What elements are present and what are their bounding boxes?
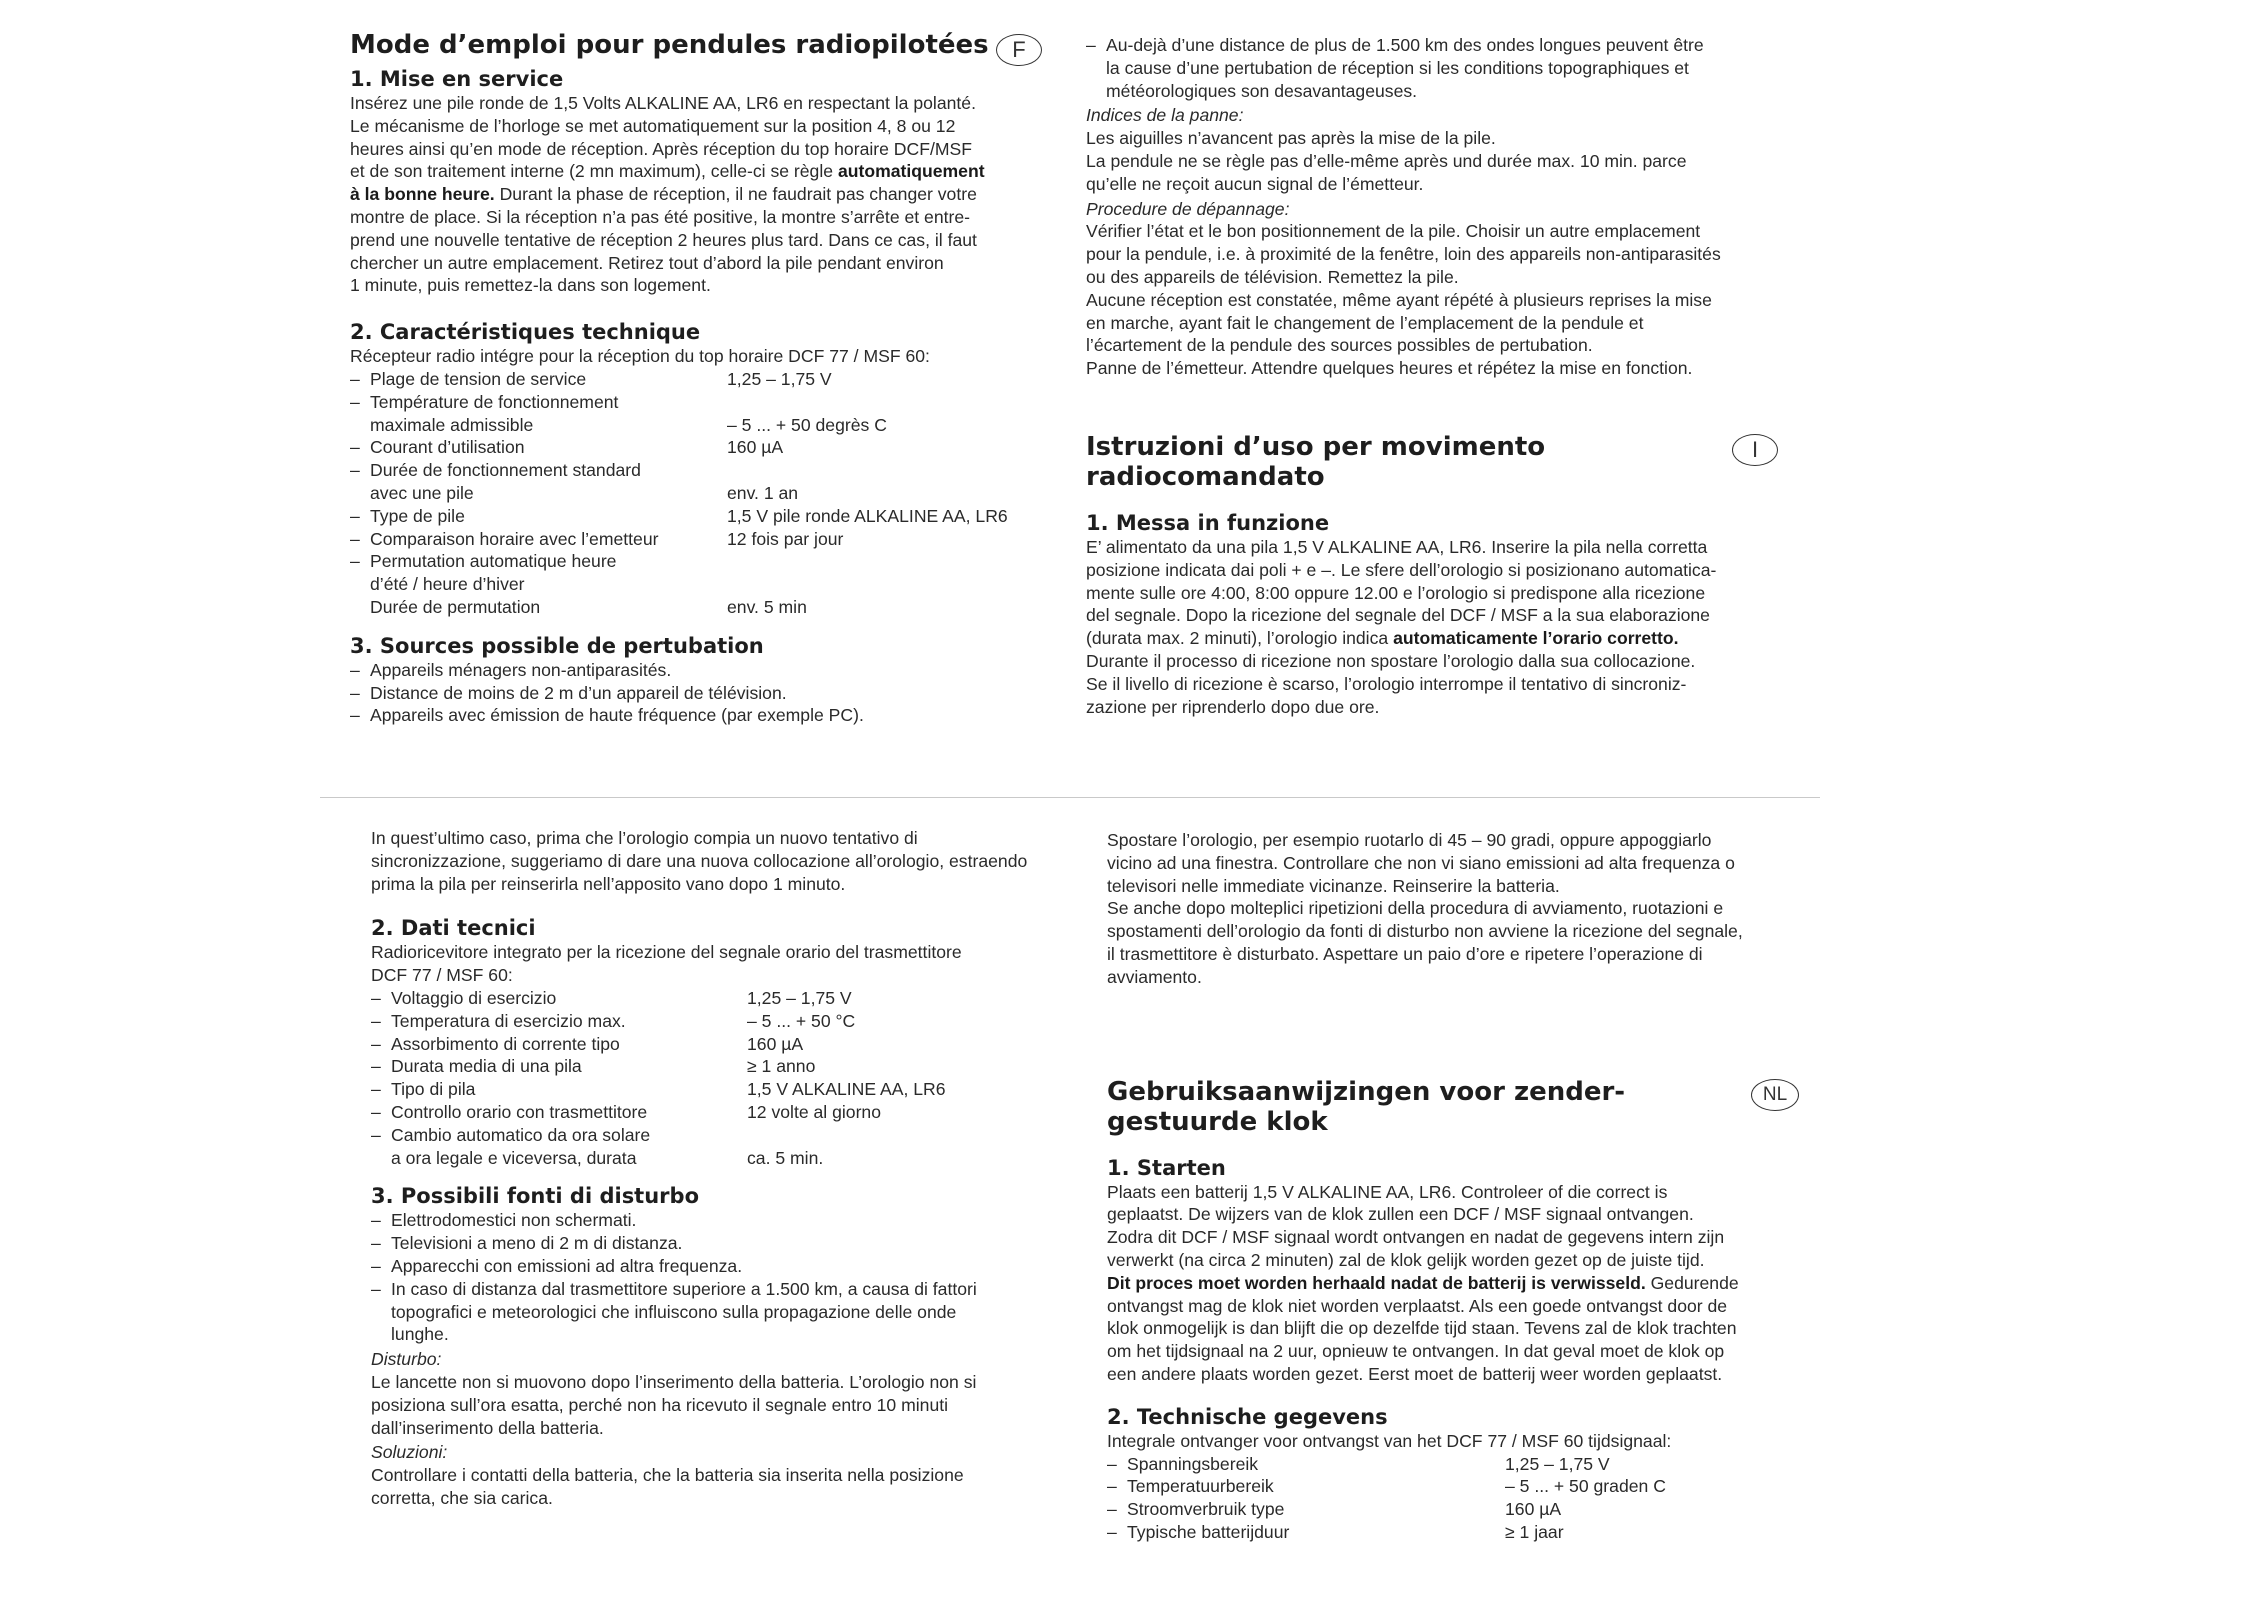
spec-label: Durée de permutation	[370, 596, 541, 617]
spec-value: 1,25 – 1,75 V	[1505, 1453, 1610, 1474]
french-section-1-text: Insérez une pile ronde de 1,5 Volts ALKALINE AA, LR6 en respectant la polanté. Le mécanisme de l’horloge se met automatiquement sur la position 4, 8 ou 12 heures ainsi qu’en mode de réception. Après réception du top horaire DCF/MSF et de son traitement interne (2 mn maximum), celle-ci se règle automatiquement à la bonne heure. Durant la phase de réception, il ne faudrait pas changer votre montre de place. Si la réception n’a pas été positive, la montre s’arrête et entre- prend une nouvelle tentative de réception 2 heures plus tard. Dans ce cas, il faut chercher un autre emplacement. Retirez tout d’abord la pile pendant environ 1 minute, puis remettez-la dans son logement.	[350, 93, 985, 296]
french-spec-row	[350, 528, 1040, 551]
french-spec-row	[350, 505, 1040, 528]
french-procedure-text: Vérifier l’état et le bon positionnement de la pile. Choisir un autre emplacement pour la pendule, i.e. à proximité de la fenêtre, loin des appareils non-antiparasités ou des appareils de télévision. Remettez la pile. Aucune réception est constatée, même ayant répété à plusieurs reprises la mise en marche, ayant fait le changement de l’emplacement de la pendule et l’écartement de la pendule des sources possibles de pertubation. Panne de l’émetteur. Attendre quelques heures et répétez la mise en fonction.	[1086, 221, 1721, 379]
spec-value: ≥ 1 anno	[747, 1056, 816, 1077]
spec-value: 160 µA	[727, 437, 784, 458]
french-section-3-title: 3. Sources possible de pertubation	[350, 633, 764, 658]
spec-label: Voltaggio di esercizio	[391, 987, 557, 1008]
spec-value: 12 fois par jour	[727, 528, 844, 549]
italian-spec-row	[371, 1033, 1061, 1056]
spec-dash: –	[350, 460, 360, 481]
spec-label: Temperatuurbereik	[1127, 1476, 1274, 1497]
spec-dash: –	[371, 1033, 381, 1054]
dutch-section-2-title: 2. Technische gegevens	[1107, 1404, 1388, 1429]
italian-solutions-continued: Spostare l’orologio, per esempio ruotarlo di 45 – 90 gradi, oppure appoggiarlo vicino ad una finestra. Controllare che non vi siano emissioni ad alta frequenza o televisori nelle immediate vicinanze. Reinserire la batteria. Se anche dopo molteplici ripetizioni della procedura di avviamento, ruotazioni e spostamenti dell’orologio da fonti di disturbo non avviene la ricezione del segnale, il trasmettitore è disturbato. Aspettare un paio d’ore e ripetere l’operazione di avviamento.	[1107, 830, 1743, 987]
spec-label: Température de fonctionnement	[370, 391, 619, 412]
spec-dash: –	[350, 368, 360, 389]
dutch-spec-row	[1107, 1475, 1797, 1498]
italian-disturbance-list	[371, 1209, 1061, 1277]
spec-dash	[350, 482, 370, 505]
italian-column	[371, 827, 1061, 1510]
spec-value	[727, 573, 1040, 596]
spec-label: Temperatura di esercizio max.	[391, 1010, 626, 1031]
dutch-section-1-text: Plaats een batterij 1,5 V ALKALINE AA, LR6. Controleer of die correct is geplaatst. De wijzers van de klok zullen een DCF / MSF signaal ontvangen. Zodra dit DCF / MSF signaal wordt ontvangen en nadat de gegevens intern zijn verwerkt (na circa 2 minuten) zal de klok gelijk worden gezet op de juiste tijd. Dit proces moet worden herhaald nadat de batterij is verwisseld. Gedurende ontvangst mag de klok niet worden verplaatst. Als een goede ontvangst door de klok onmogelijk is dan blijft die op dezelfde tijd staan. Tevens zal de klok trachten om het tijdsignaal na 2 uur, opnieuw te ontvangen. In dat geval moet de klok op een andere plaats worden gezet. Eerst moet de batterij weer worden geplaatst.	[1107, 1181, 1739, 1384]
italian-fault-text: Le lancette non si muovono dopo l’inserimento della batteria. L’orologio non si posiziona sull’ora esatta, perché non ha ricevuto il segnale entro 10 minuti dall’inserimento della batteria.	[371, 1371, 977, 1438]
spec-label: Comparaison horaire avec l’emetteur	[370, 528, 659, 549]
french-italian-column	[1086, 34, 1776, 718]
italian-section-2-title: 2. Dati tecnici	[371, 916, 536, 941]
spec-value: – 5 ... + 50 degrès C	[727, 414, 887, 435]
spec-dash: –	[371, 1101, 381, 1122]
french-bullet-item: – Distance de moins de 2 m d’un appareil de télévision.	[350, 682, 1040, 705]
spec-dash: –	[371, 1079, 381, 1100]
spec-dash: –	[1107, 1521, 1117, 1542]
spec-label: Courant d’utilisation	[370, 437, 525, 458]
spec-dash: –	[371, 1056, 381, 1077]
spec-label: Type de pile	[370, 505, 465, 526]
spec-dash: –	[371, 987, 381, 1008]
french-spec-row	[350, 368, 1040, 391]
italian-spec-row	[371, 1055, 1061, 1078]
french-spec-row	[350, 414, 1040, 437]
spec-label: Cambio automatico da ora solare	[391, 1124, 651, 1145]
spec-value	[727, 550, 1040, 573]
spec-dash: –	[350, 437, 360, 458]
italian-spec-row	[371, 987, 1061, 1010]
spec-dash	[350, 414, 370, 437]
bullet-text: Appareils avec émission de haute fréquence (par exemple PC).	[370, 705, 864, 726]
french-procedure-heading: Procedure de dépannage:	[1086, 198, 1290, 219]
french-spec-row	[350, 391, 1040, 414]
french-spec-row	[350, 550, 1040, 573]
bullet-text: Apparecchi con emissioni ad altra frequenza.	[391, 1255, 743, 1276]
dutch-section-1-title: 1. Starten	[1107, 1155, 1226, 1180]
bullet-text: Distance de moins de 2 m d’un appareil de télévision.	[370, 682, 787, 703]
spec-dash: –	[1107, 1453, 1117, 1474]
italian-distance-bullet: – In caso di distanza dal trasmettitore superiore a 1.500 km, a causa di fattori topografici e meteorologici che influiscono sulla propagazione delle onde lunghe.	[371, 1278, 977, 1345]
french-symptoms-heading: Indices de la panne:	[1086, 105, 1244, 126]
french-spec-row	[350, 482, 1040, 505]
italian-title: Istruzioni d’uso per movimento radiocomandato I	[1086, 432, 1776, 492]
french-bullet-item: – Appareils ménagers non-antiparasités.	[350, 659, 1040, 682]
french-column	[350, 30, 1040, 727]
french-section-1-title: 1. Mise en service	[350, 67, 564, 91]
spec-value: 1,25 – 1,75 V	[727, 368, 832, 389]
french-section-2-title: 2. Caractéristiques technique	[350, 320, 701, 345]
dutch-spec-row	[1107, 1521, 1797, 1544]
spec-value: env. 1 an	[727, 482, 799, 503]
spec-label: maximale admissible	[370, 414, 534, 435]
spec-dash: –	[371, 1010, 381, 1031]
french-spec-intro: Récepteur radio intégre pour la réception du top horaire DCF 77 / MSF 60:	[350, 346, 930, 367]
spec-label: d’été / heure d’hiver	[370, 574, 525, 595]
spec-label: Controllo orario con trasmettitore	[391, 1101, 648, 1122]
spec-label: Durata media di una pila	[391, 1056, 582, 1077]
spec-dash: –	[350, 505, 360, 526]
italian-spec-list	[371, 987, 1061, 1169]
page-divider	[320, 797, 1820, 798]
spec-dash: –	[350, 528, 360, 549]
spec-value: 1,25 – 1,75 V	[747, 987, 852, 1008]
french-spec-row	[350, 596, 1040, 619]
italian-solutions-text: Controllare i contatti della batteria, che la batteria sia inserita nella posizione corretta, che sia carica.	[371, 1465, 964, 1508]
italian-section-3-title: 3. Possibili fonti di disturbo	[371, 1184, 699, 1209]
french-bullet-item: – Appareils avec émission de haute fréquence (par exemple PC).	[350, 704, 1040, 727]
spec-label: Stroomverbruik type	[1127, 1499, 1285, 1520]
french-language-badge: F	[996, 34, 1042, 66]
french-symptoms-text: Les aiguilles n’avancent pas après la mise de la pile. La pendule ne se règle pas d’elle-même après und durée max. 10 min. parce qu’elle ne reçoit aucun signal de l’émetteur.	[1086, 128, 1687, 194]
spec-value: 1,5 V pile ronde ALKALINE AA, LR6	[727, 505, 1008, 526]
spec-label: Tipo di pila	[391, 1079, 476, 1100]
spec-value	[727, 459, 1040, 482]
spec-label: Plage de tension de service	[370, 368, 587, 389]
spec-value: – 5 ... + 50 graden C	[1505, 1476, 1666, 1497]
dutch-spec-intro: Integrale ontvanger voor ontvangst van het DCF 77 / MSF 60 tijdsignaal:	[1107, 1430, 1672, 1451]
spec-dash	[350, 573, 370, 596]
italian-fault-heading: Disturbo:	[371, 1349, 442, 1370]
spec-label: Durée de fonctionnement standard	[370, 460, 641, 481]
spec-dash: –	[371, 1124, 381, 1145]
dutch-language-badge: NL	[1751, 1079, 1799, 1111]
dutch-title: Gebruiksaanwijzingen voor zender- gestuurde klok NL	[1107, 1077, 1797, 1137]
italian-bullet-item: – Elettrodomestici non schermati.	[371, 1209, 1061, 1232]
spec-value	[727, 391, 1040, 414]
spec-value: ≥ 1 jaar	[1505, 1521, 1564, 1542]
spec-value: ca. 5 min.	[747, 1147, 824, 1168]
spec-label: a ora legale e viceversa, durata	[391, 1147, 637, 1168]
bullet-text: Elettrodomestici non schermati.	[391, 1210, 637, 1231]
spec-label: Spanningsbereik	[1127, 1453, 1259, 1474]
spec-value	[747, 1124, 1061, 1147]
spec-value: 160 µA	[747, 1033, 804, 1054]
spec-value: 160 µA	[1505, 1499, 1562, 1520]
italian-solutions-heading: Soluzioni:	[371, 1442, 448, 1463]
spec-dash: –	[1107, 1499, 1117, 1520]
french-disturbance-list	[350, 659, 1040, 727]
bullet-text: Appareils ménagers non-antiparasités.	[370, 659, 672, 680]
french-distance-bullet: – Au-dejà d’une distance de plus de 1.500 km des ondes longues peuvent être la cause d’une pertubation de réception si les conditions topographiques et météorologiques son desavantageuses.	[1086, 35, 1704, 101]
italian-section-1-text: E’ alimentato da una pila 1,5 V ALKALINE AA, LR6. Inserire la pila nella corretta posizione indicata dai poli + e –. Le sfere dell’orologio si posizionano automatica- mente sulle ore 4:00, 8:00 oppure 12.00 e l’orologio si predispone alla ricezione del segnale. Dopo la ricezione del segnale del DCF / MSF a la sua elaborazione (durata max. 2 minuti), l’orologio indica automaticamente l’orario corretto. Durante il processo di ricezione non spostare l’orologio dalla sua collocazione. Se il livello di ricezione è scarso, l’orologio interrompe il tentativo di sincroniz- zazione per riprenderlo dopo due ore.	[1086, 536, 1717, 717]
spec-label: Assorbimento di corrente tipo	[391, 1033, 620, 1054]
french-spec-row	[350, 573, 1040, 596]
spec-value: 1,5 V ALKALINE AA, LR6	[747, 1079, 946, 1100]
spec-dash	[371, 1147, 391, 1170]
italian-bullet-item: – Televisioni a meno di 2 m di distanza.	[371, 1232, 1061, 1255]
italian-continued-text: In quest’ultimo caso, prima che l’orologio compia un nuovo tentativo di sincronizzazione, suggeriamo di dare una nuova collocazione all’orologio, estraendo prima la pila per reinserirla nell’apposito vano dopo 1 minuto.	[371, 828, 1028, 894]
spec-label: avec une pile	[370, 482, 474, 503]
spec-label: Permutation automatique heure	[370, 551, 617, 572]
dutch-spec-row	[1107, 1453, 1797, 1476]
italian-spec-row	[371, 1010, 1061, 1033]
italian-bullet-item: – Apparecchi con emissioni ad altra frequenza.	[371, 1255, 1061, 1278]
italian-spec-row	[371, 1101, 1061, 1124]
spec-dash: –	[350, 391, 360, 412]
french-title: Mode d’emploi pour pendules radiopilotées F	[350, 30, 1040, 60]
bullet-text: Televisioni a meno di 2 m di distanza.	[391, 1233, 683, 1254]
french-spec-row	[350, 459, 1040, 482]
spec-dash: –	[350, 551, 360, 572]
spec-dash	[350, 596, 370, 619]
french-spec-list	[350, 368, 1040, 619]
italian-section-1-title: 1. Messa in funzione	[1086, 510, 1330, 535]
italian-spec-row	[371, 1124, 1061, 1147]
italian-dutch-column	[1107, 829, 1797, 1544]
spec-dash: –	[1107, 1476, 1117, 1497]
spec-label: Typische batterijduur	[1127, 1521, 1290, 1542]
dutch-spec-row	[1107, 1498, 1797, 1521]
french-spec-row	[350, 436, 1040, 459]
spec-value: 12 volte al giorno	[747, 1101, 881, 1122]
spec-value: – 5 ... + 50 °C	[747, 1010, 856, 1031]
dutch-spec-list	[1107, 1453, 1797, 1544]
italian-spec-row	[371, 1147, 1061, 1170]
italian-spec-intro: Radioricevitore integrato per la ricezione del segnale orario del trasmettitore DCF 77 / MSF 60:	[371, 942, 962, 986]
italian-spec-row	[371, 1078, 1061, 1101]
spec-value: env. 5 min	[727, 596, 807, 617]
italian-language-badge: I	[1732, 434, 1778, 466]
